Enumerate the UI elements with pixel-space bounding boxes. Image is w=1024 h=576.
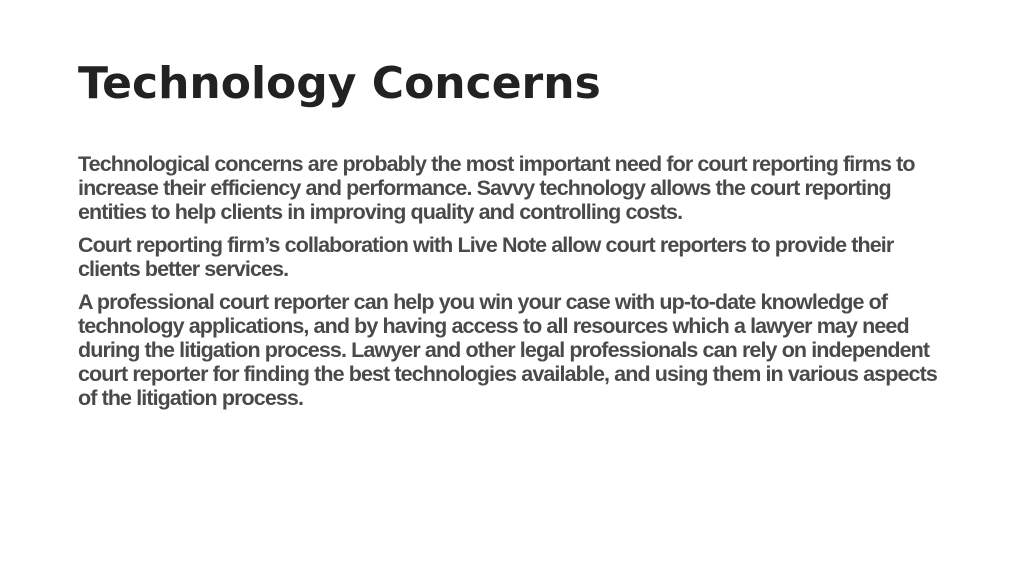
paragraph-live-note-collaboration: Court reporting firm’s collaboration with Live Note allow court reporters to provide their clients better services. [78,233,894,281]
slide-title: Technology Concerns [78,58,601,109]
slide-body [78,152,948,419]
paragraph-professional-court-reporter: A professional court reporter can help you win your case with up-to-date knowledge of technology applications, and by having access to all resources which a lawyer may need during the litigation process. Lawyer and other legal professionals can rely on independent court reporter for finding the best technologies available, and using them in various aspects of the litigation process. [78,290,937,410]
paragraph-technological-concerns: Technological concerns are probably the most important need for court reporting firms to increase their efficiency and performance. Savvy technology allows the court reporting entities to help clients in improving quality and controlling costs. [78,152,915,224]
